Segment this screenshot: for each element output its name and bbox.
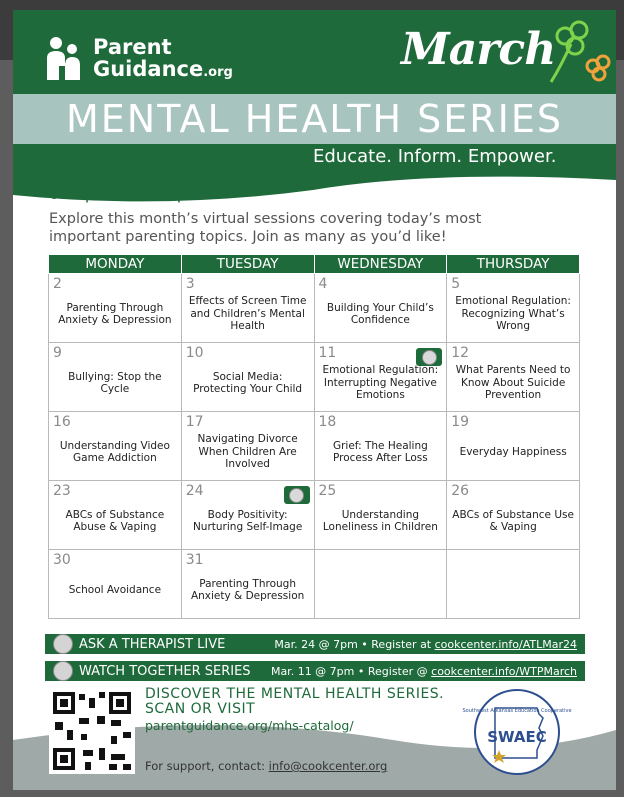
calendar-cell[interactable] [49, 481, 182, 550]
calendar-cell[interactable] [314, 481, 447, 550]
session-title: Emotional Regulation: Recognizing What’s Wrong [455, 295, 571, 333]
session-title: Understanding Loneliness in Children [322, 508, 438, 533]
swaec-arc-text: Southwest Arkansas Education Cooperative [462, 708, 572, 714]
day-header-thursday: THURSDAY [447, 255, 580, 274]
day-number: 11 [318, 345, 337, 361]
watch-together-icon [53, 661, 73, 681]
session-title: What Parents Need to Know About Suicide Prevention [455, 364, 571, 402]
flyer [13, 10, 616, 790]
calendar-cell[interactable] [447, 274, 580, 343]
intro-text: Explore this month’s virtual sessions covering today’s most important parenting topics. Join as many as you’d like! [49, 211, 482, 245]
logo-wordmark [93, 36, 233, 84]
calendar-cell[interactable] [49, 274, 182, 343]
session-title: ABCs of Substance Abuse & Vaping [65, 508, 165, 533]
calendar-cell[interactable] [181, 412, 314, 481]
day-number: 17 [185, 414, 204, 430]
day-number: 31 [185, 552, 204, 568]
session-title: Effects of Screen Time and Children’s Mental Health [188, 295, 307, 333]
calendar-cell[interactable] [314, 412, 447, 481]
day-number: 4 [318, 276, 328, 292]
start-times-value: 6:00pmand8:00pmCT [49, 184, 224, 203]
session-title: Parenting Through Anxiety & Depression [58, 301, 172, 326]
session-title: Grief: The Healing Process After Loss [332, 439, 428, 464]
day-number: 23 [53, 483, 71, 499]
day-number: 25 [318, 483, 337, 499]
calendar-cell[interactable] [447, 343, 580, 412]
calendar-cell-empty [447, 550, 580, 619]
session-calendar [48, 254, 580, 619]
calendar-cell[interactable] [49, 343, 182, 412]
register-link[interactable]: cookcenter.info/WTPMarch [431, 664, 577, 678]
calendar-cell-empty [314, 550, 447, 619]
tagline: Educate. Inform. Empower. [313, 146, 557, 167]
banner-detail [271, 665, 577, 678]
day-number: 9 [53, 345, 62, 361]
banner-date: Mar. 11 @ 7pm • Register @ [270, 664, 432, 678]
session-title: Everyday Happiness [459, 445, 567, 458]
therapist-icon [53, 634, 73, 654]
qr-code[interactable] [49, 688, 135, 774]
session-title: ABCs of Substance Use & Vaping [452, 508, 574, 533]
register-link[interactable]: cookcenter.info/ATLMar24 [434, 637, 577, 651]
swaec-logo [462, 688, 572, 776]
logo-org: .org [203, 65, 233, 80]
banner-title: WATCH TOGETHER SERIES [79, 663, 251, 679]
day-number: 19 [451, 414, 470, 430]
start-times-label: START TIMES [49, 163, 146, 181]
catalog-link[interactable]: parentguidance.org/mhs-catalog/ [145, 718, 354, 733]
calendar-cell[interactable] [49, 412, 182, 481]
banner-detail [274, 638, 577, 651]
header-bar [13, 10, 616, 94]
logo-guidance: Guidance [93, 57, 204, 81]
day-number: 10 [185, 345, 204, 361]
calendar-week-row [49, 412, 580, 481]
calendar-week-row [49, 550, 580, 619]
session-title: Body Positivity: Nurturing Self-Image [192, 508, 303, 533]
session-title: School Avoidance [68, 583, 162, 596]
day-header-tuesday: TUESDAY [181, 255, 314, 274]
support-email-link[interactable]: info@cookcenter.org [268, 759, 388, 773]
logo-line-guidance [93, 58, 233, 84]
calendar-cell[interactable] [447, 412, 580, 481]
series-title: MENTAL HEALTH SERIES [66, 97, 563, 141]
session-title: Emotional Regulation: Interrupting Negative Emotions [322, 364, 439, 402]
calendar-cell[interactable] [181, 274, 314, 343]
banner-date: Mar. 24 @ 7pm • Register at [274, 637, 435, 651]
day-header-wednesday: WEDNESDAY [314, 255, 447, 274]
calendar-header-row [49, 255, 580, 274]
calendar-week-row [49, 343, 580, 412]
session-title: Understanding Video Game Addiction [59, 439, 170, 464]
day-number: 2 [53, 276, 62, 292]
day-number: 26 [451, 483, 470, 499]
day-number: 12 [451, 345, 470, 361]
calendar-cell[interactable] [181, 550, 314, 619]
discover-heading: DISCOVER THE MENTAL HEALTH SERIES. SCAN OR VISIT [145, 686, 445, 717]
logo-line-parent: Parent [93, 35, 172, 59]
calendar-week-row [49, 274, 580, 343]
day-number: 24 [185, 483, 204, 499]
day-number: 5 [451, 276, 461, 292]
ask-therapist-banner[interactable] [45, 634, 585, 654]
month-title: March [401, 24, 556, 75]
day-number: 30 [53, 552, 71, 568]
support-line [145, 759, 387, 773]
support-label: For support, contact: [145, 759, 269, 773]
day-header-monday: MONDAY [49, 255, 182, 274]
banner-title: ASK A THERAPIST LIVE [79, 636, 226, 652]
session-title: Building Your Child’s Confidence [326, 301, 434, 326]
calendar-cell[interactable] [181, 481, 314, 550]
day-number: 18 [318, 414, 337, 430]
day-number: 3 [185, 276, 195, 292]
parent-guidance-logo[interactable] [45, 32, 245, 84]
watch-together-banner[interactable] [45, 661, 585, 681]
calendar-cell[interactable] [447, 481, 580, 550]
session-title: Bullying: Stop the Cycle [68, 370, 162, 395]
calendar-cell[interactable] [314, 274, 447, 343]
shamrock-icon [531, 16, 611, 90]
day-number: 16 [53, 414, 71, 430]
calendar-cell[interactable] [181, 343, 314, 412]
calendar-week-row [49, 481, 580, 550]
calendar-cell[interactable] [314, 343, 447, 412]
session-title: Parenting Through Anxiety & Depression [190, 577, 305, 602]
parent-guidance-logo-icon [45, 36, 85, 80]
calendar-cell[interactable] [49, 550, 182, 619]
session-title: Social Media: Protecting Your Child [193, 370, 303, 395]
swaec-text: SWAEC [487, 728, 547, 746]
session-title: Navigating Divorce When Children Are Involved [197, 433, 298, 471]
